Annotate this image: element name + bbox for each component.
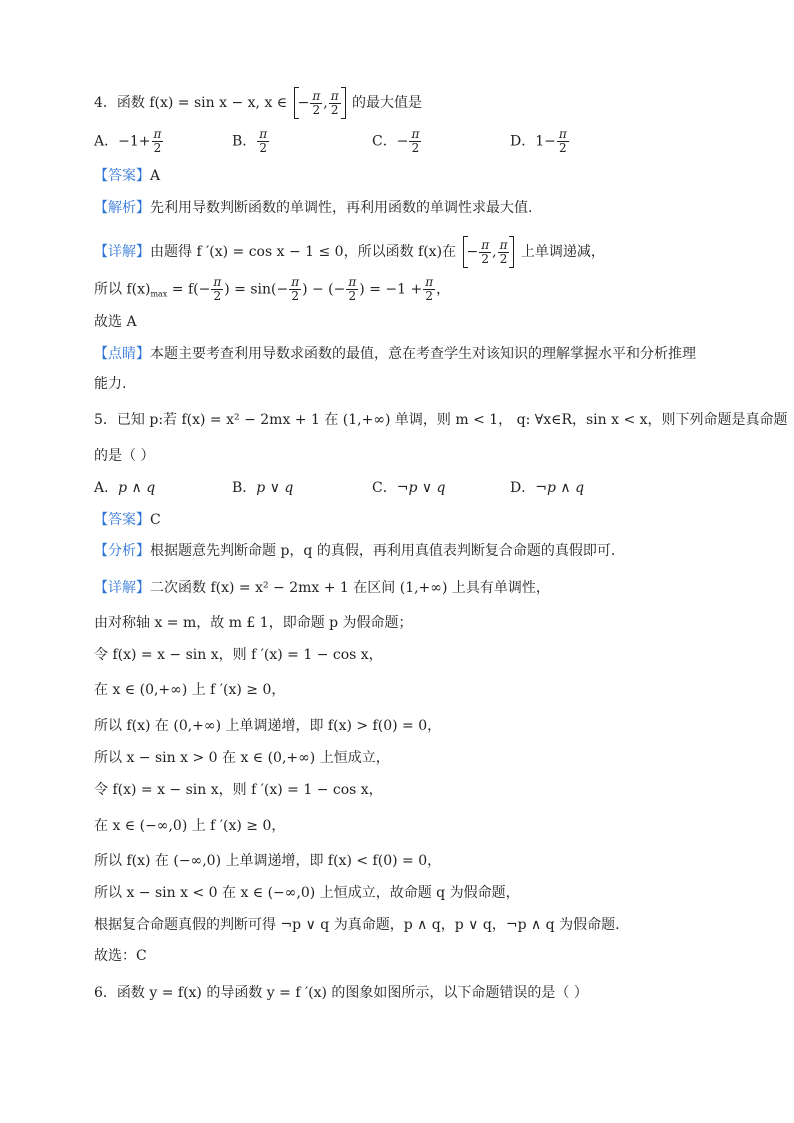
q5-option-c[interactable] <box>372 478 446 498</box>
q4-option-a[interactable] <box>94 128 164 155</box>
fraction-num: π <box>330 88 339 103</box>
analysis-tag: 【解析】 <box>94 200 150 216</box>
analysis-tag: 【分析】 <box>94 543 150 559</box>
fraction-den: 2 <box>499 251 508 266</box>
option-label: A． <box>94 480 119 496</box>
minus-sign: − <box>297 95 310 111</box>
fraction <box>211 276 223 303</box>
q5-line: 根据复合命题真假的判断可得 ¬p ∨ q 为真命题，p ∧ q，p ∨ q，¬p ∧ q 为假命题. <box>94 917 620 933</box>
q4-interval <box>294 87 346 119</box>
fraction <box>498 239 510 266</box>
max-text: ) = sin(− <box>224 281 289 298</box>
q4-conclusion: 故选 A <box>94 314 137 330</box>
q4-stem <box>94 87 734 119</box>
fraction <box>152 128 164 155</box>
option-text: ¬p ∧ q <box>535 480 585 496</box>
q4-option-c[interactable] <box>372 128 422 155</box>
q5-stem-cont: 的是（ ） <box>94 448 155 464</box>
fraction-num: π <box>259 127 268 141</box>
fraction-den: 2 <box>291 289 299 303</box>
q4-stem-text: 4．函数 f(x) = sin x − x, x ∈ <box>94 95 288 111</box>
q4-comment <box>94 344 734 364</box>
minus-sign: − <box>466 244 479 260</box>
option-label: A． <box>94 133 119 150</box>
fraction-num: π <box>499 237 508 252</box>
fraction-num: π <box>558 127 567 141</box>
max-text: 所以 f(x) <box>94 281 151 298</box>
answer-tag: 【答案】 <box>94 512 150 528</box>
option-label: B． <box>232 480 257 496</box>
fraction-num: π <box>425 275 434 289</box>
q5-line: 在 x ∈ (0,+∞) 上 f ′(x) ≥ 0， <box>94 682 286 698</box>
analysis-text: 先利用导数判断函数的单调性，再利用函数的单调性求最大值. <box>150 200 533 216</box>
fraction <box>257 128 269 155</box>
fraction <box>310 90 322 117</box>
q4-max-line <box>94 276 734 305</box>
fraction-den: 2 <box>481 251 489 266</box>
q5-line: 在 x ∈ (−∞,0) 上 f ′(x) ≥ 0， <box>94 818 286 834</box>
fraction <box>289 276 301 303</box>
q4-option-d[interactable] <box>510 128 570 155</box>
fraction <box>329 90 341 117</box>
fraction-den: 2 <box>213 289 222 303</box>
fraction-den: 2 <box>259 141 268 155</box>
option-label: D． <box>510 133 536 150</box>
max-text: ) − (− <box>302 281 346 298</box>
q6-stem: 6．函数 y = f(x) 的导函数 y = f ′(x) 的图象如图所示，以下命题错误的是（ ） <box>94 985 588 1001</box>
detail-tail: 上单调递减， <box>520 244 605 260</box>
q4-interval <box>463 236 515 268</box>
fraction-den: 2 <box>559 141 567 155</box>
fraction-num: π <box>291 275 300 289</box>
option-text: p ∨ q <box>256 480 294 496</box>
detail-tag: 【详解】 <box>94 244 150 260</box>
answer-tag: 【答案】 <box>94 168 150 184</box>
q5-line: 由对称轴 x = m，故 m £ 1，即命题 p 为假命题； <box>94 615 413 631</box>
option-label: D． <box>510 480 536 496</box>
fraction-num: π <box>153 127 162 141</box>
max-text: = f(− <box>167 281 211 298</box>
fraction-num: π <box>213 275 222 289</box>
option-prefix: 1− <box>535 133 556 150</box>
analysis-text: 根据题意先判断命题 p，q 的真假，再利用真值表判断复合命题的真假即可. <box>150 543 616 559</box>
detail-tag: 【详解】 <box>94 580 150 596</box>
q4-answer <box>94 166 734 186</box>
q5-line: 所以 x − sin x < 0 在 x ∈ (−∞,0) 上恒成立，故命题 q 为假命题， <box>94 885 520 901</box>
fraction-num: π <box>481 237 490 252</box>
fraction-num: π <box>411 127 420 141</box>
q5-line: 所以 f(x) 在 (−∞,0) 上单调递增，即 f(x) < f(0) = 0， <box>94 853 442 869</box>
option-label: B． <box>232 133 257 150</box>
fraction-den: 2 <box>411 141 420 155</box>
detail-text: 由题得 f ′(x) = cos x − 1 ≤ 0，所以函数 f(x)在 <box>150 244 457 260</box>
fraction-den: 2 <box>330 102 339 117</box>
fraction <box>409 128 421 155</box>
q5-detail <box>94 578 734 598</box>
q5-analysis <box>94 541 734 561</box>
q5-option-a[interactable] <box>94 478 155 498</box>
comma: , <box>492 244 497 260</box>
option-text: ¬p ∨ q <box>396 480 446 496</box>
max-subscript: max <box>150 289 168 299</box>
q4-option-b[interactable] <box>232 128 270 155</box>
fraction <box>423 276 435 303</box>
answer-value: C <box>150 512 161 528</box>
q5-line: 所以 x − sin x > 0 在 x ∈ (0,+∞) 上恒成立， <box>94 750 390 766</box>
max-text: ) = −1 + <box>359 281 423 298</box>
comma: , <box>323 95 328 111</box>
fraction-den: 2 <box>312 102 321 117</box>
fraction <box>479 239 491 266</box>
option-text: p ∧ q <box>118 480 156 496</box>
q5-line: 令 f(x) = x − sin x，则 f ′(x) = 1 − cos x， <box>94 782 383 798</box>
detail-text: 二次函数 f(x) = x² − 2mx + 1 在区间 (1,+∞) 上具有单调性， <box>150 580 550 596</box>
comment-text: 本题主要考查利用导数求函数的最值，意在考查学生对该知识的理解掌握水平和分析推理 <box>150 346 696 362</box>
q4-analysis <box>94 198 734 218</box>
q5-option-d[interactable] <box>510 478 584 498</box>
fraction-den: 2 <box>425 289 433 303</box>
fraction <box>557 128 569 155</box>
option-label: C． <box>372 480 397 496</box>
fraction-num: π <box>348 275 357 289</box>
fraction <box>346 276 358 303</box>
q5-line: 故选：C <box>94 948 147 964</box>
option-label: C． <box>372 133 397 150</box>
max-text: ， <box>436 281 451 298</box>
comment-tag: 【点睛】 <box>94 346 150 362</box>
q4-comment-cont: 能力. <box>94 376 127 392</box>
option-prefix: − <box>396 133 409 150</box>
fraction-den: 2 <box>153 141 162 155</box>
fraction-den: 2 <box>348 289 357 303</box>
option-prefix: −1+ <box>118 133 151 150</box>
q5-stem: 5．已知 p:若 f(x) = x² − 2mx + 1 在 (1,+∞) 单调，则 m < 1， q: ∀x∈R，sin x < x，则下列命题是真命题 <box>94 412 788 428</box>
q4-stem-tail: 的最大值是 <box>352 95 423 111</box>
q5-line: 所以 f(x) 在 (0,+∞) 上单调递增，即 f(x) > f(0) = 0， <box>94 718 442 734</box>
fraction-num: π <box>312 88 321 103</box>
q5-answer <box>94 510 734 530</box>
q5-line: 令 f(x) = x − sin x，则 f ′(x) = 1 − cos x， <box>94 647 383 663</box>
q4-detail <box>94 236 734 268</box>
q5-option-b[interactable] <box>232 478 293 498</box>
answer-value: A <box>150 168 161 184</box>
